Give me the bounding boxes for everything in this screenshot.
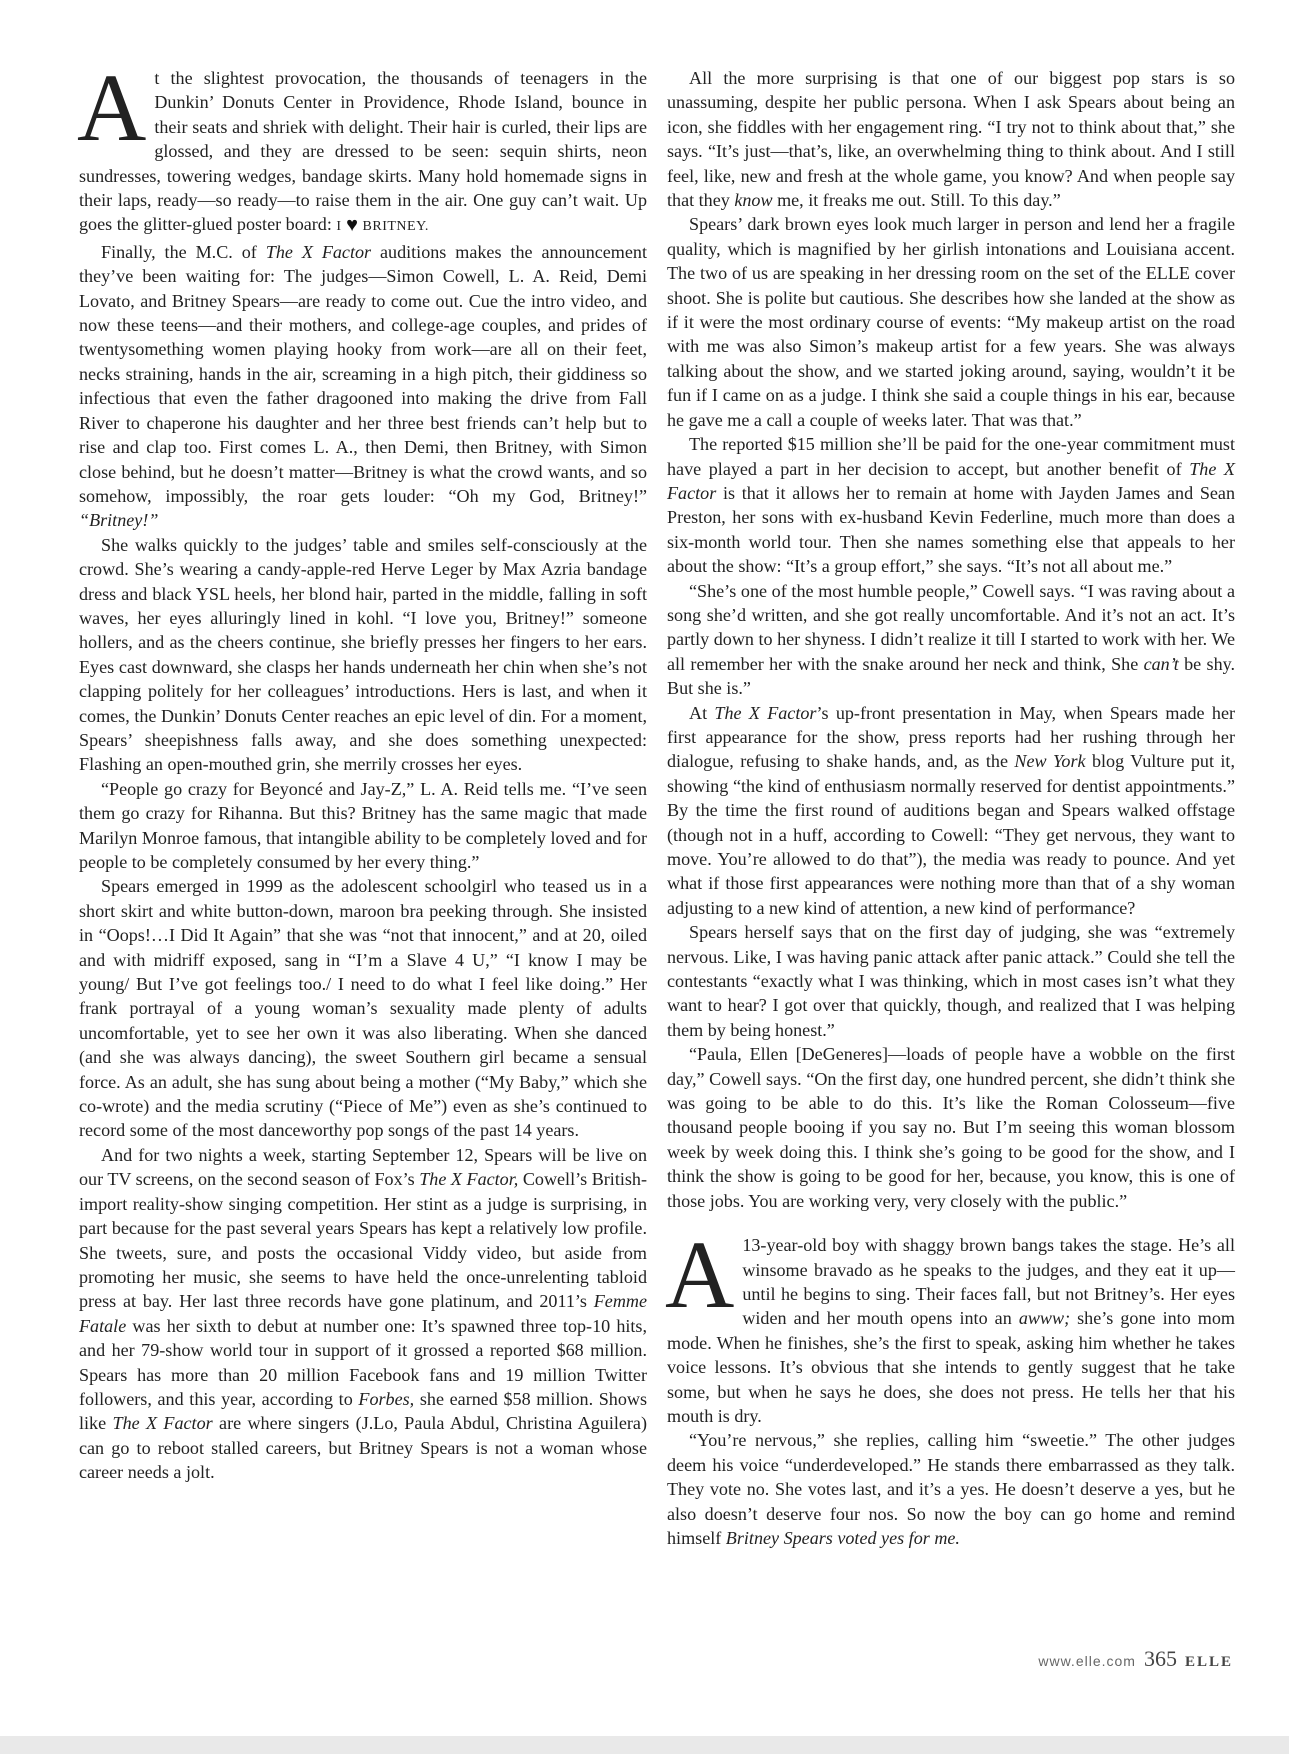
- left-column: [77, 54, 648, 1485]
- heart-icon: ♥: [346, 214, 358, 237]
- paragraph: “She’s one of the most humble people,” Cowell says. “I was raving about a song she’d written, and she got really uncomfortable. And it’s not an act. It’s partly down to her shyness. I didn’t realize it till I started to work with her. We all remember her with the snake around her neck and think, She can’t be shy. But she is.”: [667, 580, 1236, 699]
- paragraph: “You’re nervous,” she replies, calling him “sweetie.” The other judges deem his voice “underdeveloped.” He stands there embarrassed as they talk. They vote no. She votes last, and it’s a yes. He doesn’t deserve a yes, but he also doesn’t deserve four nos. So now the boy can go home and remind himself Britney Spears voted yes for me.: [667, 1430, 1235, 1548]
- brand-logo: ELLE: [1184, 1654, 1233, 1670]
- paragraph: The reported $15 million she’ll be paid for the one-year commitment must have played a part in her decision to accept, but another benefit of The X Factor is that it allows her to remain at home with Jayden James and Sean Preston, her sons with ex-husband Kevin Federline, much more than does a six-month world tour. Then she names something else that appeals to her about the show: “It’s a group effort,” she says. “It’s not all about me.”: [667, 434, 1235, 577]
- paragraph: She walks quickly to the judges’ table and smiles self-consciously at the crowd. She’s wearing a candy-apple-red Herve Leger by Max Azria bandage dress and black YSL heels, her blond hair, parted in the middle, falling in soft waves, her eyes alluringly lined in kohl. “I love you, Britney!” someone hollers, and as the cheers continue, she briefly presses her fingers to her ears. Eyes cast downward, she clasps her hands underneath her chin when she’s not clapping politely for her colleagues’ introductions. Hers is last, and when it comes, the Dunkin’ Donuts Center reaches an epic level of din. For a moment, Spears’ sheepishness falls away, and she does something unexpected: Flashing an open-mouthed grin, she merrily crosses her eyes.: [79, 534, 647, 775]
- right-column: [667, 66, 1235, 1550]
- paragraph: And for two nights a week, starting September 12, Spears will be live on our TV screens, on the second season of Fox’s The X Factor, Cowell’s British-import reality-show singing competition. Her stint as a judge is surprising, in part because for the past several years Spears has kept a relatively low profile. She tweets, sure, and posts the occasional Viddy video, but aside from promoting her music, she seems to have held the once-unrelenting tabloid press at bay. Her last three records have gone platinum, and 2011’s Femme Fatale was her sixth to debut at number one: It’s spawned three top-10 hits, and her 79-show world tour in support of it grossed a reported $68 million. Spears has more than 20 million Facebook fans and 19 million Twitter followers, and this year, according to Forbes, she earned $58 million. Shows like The X Factor are where singers (J.Lo, Paula Abdul, Christina Aguilera) can go to reboot stalled careers, but Britney Spears is not a woman whose career needs a jolt.: [79, 1144, 648, 1483]
- drop-cap: A: [77, 54, 147, 161]
- paragraph: “Paula, Ellen [DeGeneres]—loads of people have a wobble on the first day,” Cowell says. “On the first day, one hundred percent, she didn’t think she was going to be able to do this. It’s like the Roman Colosseum—five thousand people booing if you say no. But I’m seeing this woman blossom week by week doing this. I think she’s going to be good for the show, and I think the show is going to be good for her, because, you know, this is one of those jobs. You are working very, very closely with the public.”: [667, 1044, 1235, 1211]
- drop-cap: A: [665, 1221, 735, 1329]
- paragraph: Spears emerged in 1999 as the adolescent schoolgirl who teased us in a short skirt and white button-down, maroon bra peeking through. She insisted in “Oops!…I Did It Again” that she was “not that innocent,” and at 20, oiled and with midriff exposed, sang in “I’m a Slave 4 U,” “I know I may be young/ But I’ve got feelings too./ I need to do what I feel like doing.” Her frank portrayal of a young woman’s sexuality made plenty of adults uncomfortable, yet to see her own it was also liberating. When she danced (and she was always dancing), the sweet Southern girl became a sensual force. As an adult, she has sung about being a mother (“My Baby,” which she co-wrote) and the media scrutiny (“Piece of Me”) even as she’s continued to record some of the most danceworthy pop songs of the past 14 years.: [79, 876, 647, 1141]
- paragraph: Spears herself says that on the first day of judging, she was “extremely nervous. Like, I was having panic attack after panic attack.” Could she tell the contestants “exactly what I was thinking, which in most cases isn’t what they want to hear? I got over that quickly, though, and realized that I was helping them by being honest.”: [667, 922, 1235, 1040]
- paragraph: All the more surprising is that one of our biggest pop stars is so unassuming, despite her public persona. When I ask Spears about being an icon, she fiddles with her engagement ring. “I try not to think about that,” she says. “It’s just—that’s, like, an overwhelming thing to think about. And I still feel, like, new and fresh at the whole game, you know? And when people say that they know me, it freaks me out. Still. To this day.”: [667, 68, 1235, 211]
- page-edge: [0, 1736, 1289, 1754]
- paragraph: Spears’ dark brown eyes look much larger in person and lend her a fragile quality, which is magnified by her girlish intonations and Louisiana accent. The two of us are speaking in her dressing room on the set of the ELLE cover shoot. She is polite but cautious. She describes how she landed at the show as if it were the most ordinary course of events: “My makeup artist on the road with me was also Simon’s makeup artist for a few years. She was always talking about the show, and we started joking around, saying, wouldn’t it be fun if I came on as a judge. I think she said a couple things in his ear, because he gave me a call a couple of weeks later. That was that.”: [667, 214, 1235, 430]
- paragraph: At The X Factor’s up-front presentation in May, when Spears made her first appearance for the show, press reports had her rushing through her dialogue, refusing to shake hands, and, as the New York blog Vulture put it, showing “the kind of enthusiasm normally reserved for dentist appointments.” By the time the first round of auditions began and Spears walked offstage (though not in a huff, according to Cowell: “They get nervous, they want to move. You’re allowed to do that”), the media was ready to pounce. And yet what if those first appearances were nothing more than that of a shy woman adjusting to a new kind of attention, a new kind of performance?: [667, 702, 1235, 918]
- paragraph: “People go crazy for Beyoncé and Jay-Z,” L. A. Reid tells me. “I’ve seen them go crazy for Rihanna. But this? Britney has the same magic that made Marilyn Monroe famous, that intangible ability to be completely loved and for people to be completely consumed by her every thing.”: [79, 778, 647, 872]
- page-number: 365: [1143, 1646, 1177, 1671]
- footer-url[interactable]: www.elle.com: [1038, 1653, 1136, 1669]
- paragraph: At the slightest provocation, the thousands of teenagers in the Dunkin’ Donuts Center in Providence, Rhode Island, bounce in their seats and shriek with delight. Their hair is curled, their lips are glossed, and they are dressed to be seen: sequin shirts, neon sundresses, towering wedges, bandage skirts. Many hold homemade signs in their laps, ready—so ready—to raise them in the air. One guy can’t wait. Up goes the glitter-glued poster board: I ♥ BRITNEY.: [77, 54, 647, 237]
- paragraph: A 13-year-old boy with shaggy brown bangs takes the stage. He’s all winsome bravado as he speaks to the judges, and they eat it up—until he begins to sing. Their faces fall, but not Britney’s. Her eyes widen and her mouth opens into an awww; she’s gone into mom mode. When he finishes, she’s the first to speak, asking him whether he takes voice lessons. It’s obvious that she intends to gently suggest that he take some, but when he says he does, she does not press. He tells her that his mouth is dry.: [665, 1221, 1235, 1426]
- paragraph: Finally, the M.C. of The X Factor auditions makes the announcement they’ve been waiting for: The judges—Simon Cowell, L. A. Reid, Demi Lovato, and Britney Spears—are ready to come out. Cue the intro video, and now these teens—and their mothers, and college-age couples, and prides of twentysomething women playing hooky from work—are all on their feet, necks straining, hands in the air, screaming in a high pitch, their giddiness so infectious that even the father dragooned into making the drive from Fall River to chaperone his daughter and her three best friends can’t help but to rise and clap too. First comes L. A., then Demi, then Britney, with Simon close behind, but he doesn’t matter—Britney is what the crowd wants, and so somehow, impossibly, the roar gets louder: “Oh my God, Britney!” “Britney!”: [79, 241, 647, 531]
- page-footer: [1038, 1646, 1233, 1672]
- section-break: [667, 1213, 1235, 1233]
